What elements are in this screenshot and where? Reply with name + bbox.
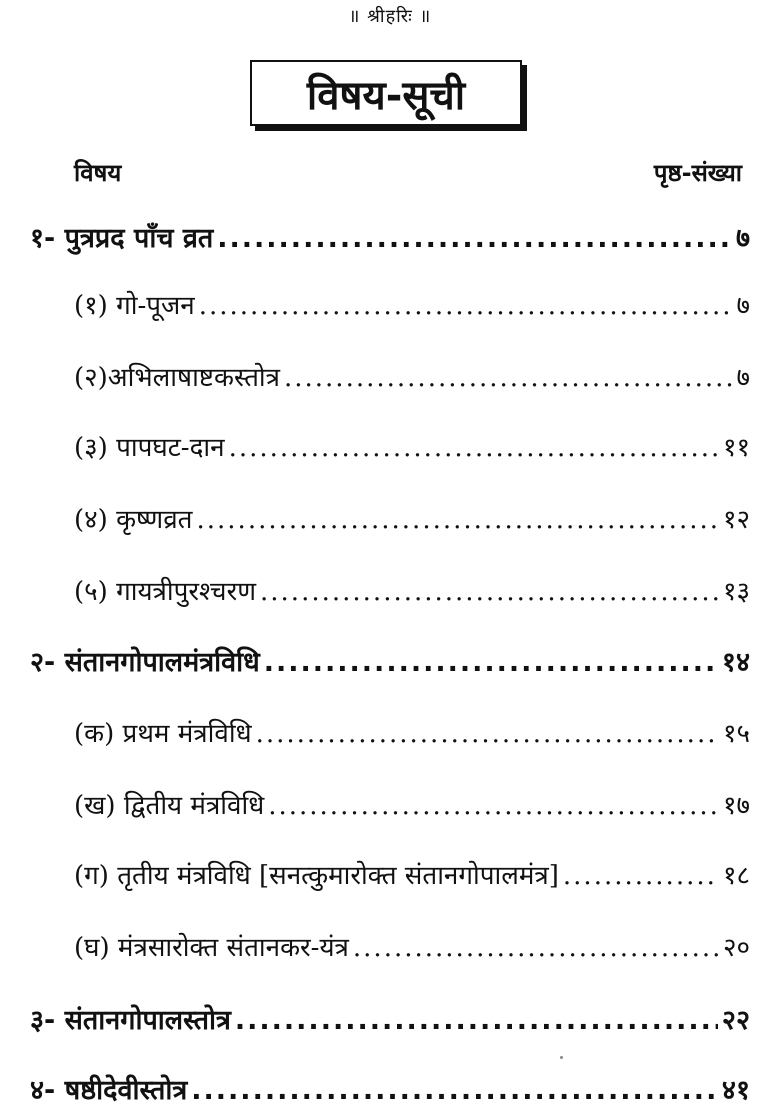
toc-entry-label: (५) गायत्रीपुरश्चरण	[74, 577, 257, 607]
toc-entry-page: १५	[722, 719, 750, 749]
toc-entry-label: (घ) मंत्रसारोक्त संतानकर-यंत्र	[74, 933, 349, 963]
toc-entry	[74, 286, 750, 322]
toc-entry-page: ११	[722, 433, 750, 463]
leader-dots	[191, 1075, 718, 1106]
toc-entry	[74, 928, 750, 964]
toc-entry-page: १८	[722, 861, 750, 891]
toc-entry	[74, 428, 750, 464]
toc-entry-page: १३	[722, 577, 750, 607]
toc-entry-page: २०	[722, 933, 750, 963]
toc-entry	[30, 642, 750, 679]
leader-dots	[284, 363, 732, 393]
toc-entry-page: ७	[736, 363, 750, 393]
toc-entry	[30, 1070, 750, 1107]
leader-dots	[256, 719, 719, 749]
toc-entry-label: (ग) तृतीय मंत्रविधि [सनत्कुमारोक्त संतानगोपालमंत्र]	[74, 861, 559, 891]
leader-dots	[197, 505, 719, 535]
toc-entry-page: ७	[735, 223, 750, 254]
toc-entry-label: ४- षष्ठीदेवीस्तोत्र	[30, 1075, 188, 1106]
toc-entry	[30, 1000, 750, 1037]
toc-entry-page: ४१	[721, 1075, 750, 1106]
paper-speck	[560, 1056, 563, 1059]
leader-dots	[563, 861, 719, 891]
toc-entry	[74, 786, 750, 822]
toc-entry-page: १२	[722, 505, 750, 535]
toc-entry-page: १४	[721, 647, 750, 678]
leader-dots	[260, 577, 719, 607]
toc-entry-label: ३- संतानगोपालस्तोत्र	[30, 1005, 231, 1036]
toc-entry	[74, 572, 750, 608]
page-title: विषय-सूची	[250, 60, 522, 126]
toc-entry-label: १- पुत्रप्रद पाँच व्रत	[30, 223, 214, 254]
toc-entry-label: (४) कृष्णव्रत	[74, 505, 193, 535]
leader-dots	[229, 433, 719, 463]
toc-entry	[74, 358, 750, 394]
toc-entry-label: (क) प्रथम मंत्रविधि	[74, 719, 252, 749]
leader-dots	[264, 647, 718, 678]
page-number-column-header: पृष्ठ-संख्या	[653, 159, 742, 187]
invocation-line: ॥ श्रीहरिः ॥	[348, 6, 432, 27]
toc-entry-label: (३) पापघट-दान	[74, 433, 225, 463]
subject-column-header: विषय	[74, 159, 122, 187]
toc-entry-label: (२)अभिलाषाष्टकस्तोत्र	[74, 363, 280, 393]
toc-entry	[30, 218, 750, 255]
toc-entry-page: ७	[736, 291, 750, 321]
leader-dots	[268, 791, 719, 821]
leader-dots	[235, 1005, 718, 1036]
toc-entry-label: (ख) द्वितीय मंत्रविधि	[74, 791, 265, 821]
toc-entry	[74, 856, 750, 892]
toc-entry-page: २२	[721, 1005, 750, 1036]
leader-dots	[353, 933, 719, 963]
toc-entry	[74, 714, 750, 750]
leader-dots	[199, 291, 733, 321]
toc-entry-label: २- संतानगोपालमंत्रविधि	[30, 647, 260, 678]
toc-entry-label: (१) गो-पूजन	[74, 291, 195, 321]
leader-dots	[217, 223, 732, 254]
toc-entry	[74, 500, 750, 536]
toc-entry-page: १७	[722, 791, 750, 821]
